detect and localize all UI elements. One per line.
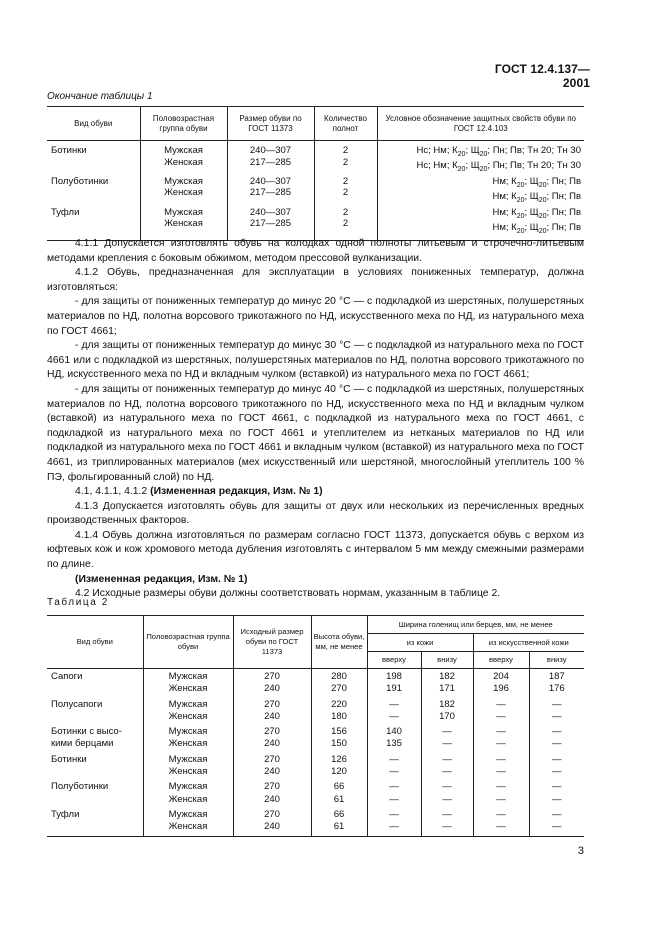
table1 [47, 106, 584, 241]
t2-header-group: Половозрастная группа обуви [143, 616, 233, 669]
shoe-type-line: Ботинки [51, 753, 87, 765]
shoe-type-line: Полуботинки [51, 175, 109, 187]
base-size [233, 778, 311, 806]
min-height-line: 220 [331, 698, 347, 710]
artificial-top-width-line: 196 [493, 683, 509, 695]
base-size-line: 240 [264, 710, 280, 722]
age-group-line: Женская [168, 821, 208, 833]
base-size [233, 723, 311, 751]
leather-top-width [367, 806, 421, 836]
shoe-type [47, 806, 143, 836]
age-group-line: Женская [164, 156, 203, 168]
age-group-line: Мужская [164, 175, 203, 187]
amendment-note-2: (Измененная редакция, Изм. № 1) [75, 573, 248, 585]
fullness-count-line: 2 [342, 145, 349, 156]
artificial-bottom-width-line: — [552, 738, 562, 750]
age-group-line: Женская [168, 766, 208, 778]
artificial-bottom-width [529, 723, 584, 751]
age-group-line: Женская [168, 710, 208, 722]
leather-bottom-width [421, 723, 473, 751]
base-size-line: 240 [264, 821, 280, 833]
t1-header-count: Количество полнот [314, 107, 377, 141]
shoe-type [47, 696, 143, 724]
age-group [140, 141, 227, 176]
min-height-line: 61 [333, 821, 345, 833]
artificial-bottom-width-line: — [552, 726, 562, 738]
leather-top-width-line: — [389, 781, 399, 793]
artificial-bottom-width [529, 751, 584, 779]
age-group [143, 723, 233, 751]
artificial-top-width-line: — [496, 793, 506, 805]
table-row [47, 751, 584, 779]
fullness-count [314, 141, 377, 176]
leather-top-width-line: 140 [386, 726, 402, 738]
leather-bottom-width-line: — [442, 738, 452, 750]
artificial-bottom-width-line: — [552, 808, 562, 820]
shoe-type-line: Сапоги [51, 671, 83, 682]
shoe-type-line: Полусапоги [51, 698, 103, 710]
artificial-top-width-line: — [496, 821, 506, 833]
size-range [227, 207, 314, 241]
fullness-count-line: 2 [342, 206, 349, 218]
min-height-line: 66 [333, 781, 345, 793]
table2-caption: Таблица 2 [47, 597, 109, 608]
min-height-line: 280 [331, 671, 347, 682]
artificial-top-width-line: — [496, 753, 506, 765]
base-size [233, 669, 311, 696]
age-group-line: Мужская [168, 726, 208, 738]
protection-codes [377, 207, 584, 241]
fullness-count [314, 176, 377, 207]
leather-bottom-width [421, 806, 473, 836]
age-group-line: Мужская [168, 698, 208, 710]
min-height-line: 61 [333, 793, 345, 805]
table-row [47, 778, 584, 806]
paragraph-minus-30: - для защиты от пониженных температур до минус 30 °С — с подкладкой из натурального меха по ГОСТ 4661 или с подкладкой из шерстяных, полушерстяных материалов по НД, полотна ворсового трикотажного по НД, искусственного меха по НД и вкладным чулком (вставкой) из натурального меха по ГОСТ 4661; [47, 340, 584, 381]
artificial-bottom-width-line: 176 [548, 683, 565, 695]
artificial-top-width-line: — [496, 766, 506, 778]
artificial-top-width [473, 751, 529, 779]
min-height-line: 150 [331, 738, 347, 750]
shoe-type [47, 669, 143, 696]
leather-bottom-width-line: — [442, 726, 452, 738]
base-size-line: 240 [264, 683, 280, 695]
leather-top-width-line: — [389, 698, 399, 710]
base-size-line: 240 [264, 793, 280, 805]
leather-top-width-line: 198 [386, 671, 402, 682]
protection-codes [377, 141, 584, 176]
protection-codes [377, 176, 584, 207]
leather-bottom-width-line: — [442, 808, 452, 820]
body-text [47, 237, 584, 602]
age-group [140, 176, 227, 207]
paragraph-minus-40: - для защиты от пониженных температур до минус 40 °С — с подкладкой из шерстяных, полушерстяных материалов по НД, полотна ворсового трикотажного по НД, искусственного меха по НД и вкладным чулком (вставкой) из натурального меха по ГОСТ 4661, с подкладкой из натурального меха по ГОСТ 4661, с подкладкой из натурального меха по ГОСТ 4661 и утеплителем из нетканых материалов по НД или подкладкой из натурального меха по ГОСТ 4661 и вкладным чулком (вставкой) из натурального меха по ГОСТ 4661, из триплированных материалов (мех искусственный или шерстяной, многослойный утеплитель 100 % ПЭ, фольгированный слой) по НД. [47, 383, 584, 483]
leather-bottom-width-line: — [442, 781, 452, 793]
t2-header-height: Высота обуви, мм, не менее [311, 616, 367, 669]
size-range-line: 240—307 [249, 175, 292, 187]
amendment-note-1-refs: 4.1, 4.1.1, 4.1.2 [75, 486, 148, 498]
t2-header-type: Вид обуви [47, 616, 143, 669]
leather-bottom-width-line: 171 [439, 683, 455, 695]
shoe-type-line: кими берцами [51, 738, 114, 750]
leather-top-width-line: 191 [386, 683, 402, 695]
leather-top-width [367, 669, 421, 696]
min-height-line: 156 [331, 726, 347, 738]
age-group [143, 751, 233, 779]
base-size [233, 696, 311, 724]
age-group-line: Мужская [168, 808, 208, 820]
leather-top-width-line: — [389, 793, 399, 805]
t2-header-artificial: из искусственной кожи [473, 634, 584, 652]
leather-bottom-width-line: 170 [439, 710, 455, 722]
t1-header-size: Размер обуви по ГОСТ 11373 [227, 107, 314, 141]
base-size-line: 240 [264, 766, 280, 778]
t2-header-leather-bottom: внизу [421, 652, 473, 669]
artificial-top-width-line: — [496, 738, 506, 750]
age-group [140, 207, 227, 241]
t2-header-width: Ширина голенищ или берцев, мм, не менее [367, 616, 584, 634]
base-size-line: 270 [264, 671, 280, 682]
fullness-count [314, 207, 377, 241]
leather-bottom-width [421, 696, 473, 724]
leather-bottom-width [421, 669, 473, 696]
leather-bottom-width-line: 182 [439, 698, 455, 710]
min-height-line: 66 [333, 808, 345, 820]
min-height-line: 126 [331, 753, 347, 765]
page-number: 3 [577, 845, 584, 857]
artificial-bottom-width-line: — [552, 781, 562, 793]
shoe-type [47, 141, 140, 176]
base-size-line: 270 [264, 781, 280, 793]
artificial-top-width [473, 778, 529, 806]
base-size [233, 806, 311, 836]
base-size-line: 270 [264, 726, 280, 738]
table-row [47, 806, 584, 836]
leather-bottom-width-line: — [442, 821, 452, 833]
size-range [227, 141, 314, 176]
paragraph-4-1-2: 4.1.2 Обувь, предназначенная для эксплуатации в условиях пониженных температур, должна изготовляться: [47, 267, 584, 293]
t2-header-size: Исходный размер обуви по ГОСТ 11373 [233, 616, 311, 669]
t2-header-art-top: вверху [473, 652, 529, 669]
t2-header-leather: из кожи [367, 634, 473, 652]
artificial-bottom-width [529, 696, 584, 724]
size-range-line: 240—307 [249, 206, 292, 218]
age-group-line: Мужская [164, 206, 203, 218]
protection-code-line: Нм; $К_{20}$; $Щ_{20}$; Пн; Пв [492, 175, 581, 189]
shoe-type [47, 207, 140, 241]
leather-bottom-width-line: 182 [439, 671, 455, 682]
size-range-line: 217—285 [249, 156, 292, 168]
artificial-top-width [473, 723, 529, 751]
t1-header-type: Вид обуви [47, 107, 140, 141]
artificial-top-width-line: — [496, 781, 506, 793]
artificial-top-width [473, 669, 529, 696]
leather-top-width [367, 723, 421, 751]
leather-top-width [367, 751, 421, 779]
age-group-line: Женская [164, 218, 203, 230]
min-height-line: 120 [331, 766, 347, 778]
artificial-bottom-width [529, 806, 584, 836]
leather-bottom-width [421, 751, 473, 779]
min-height [311, 751, 367, 779]
amendment-note-1 [47, 485, 584, 500]
paragraph-4-2: 4.2 Исходные размеры обуви должны соответствовать нормам, указанным в таблице 2. [75, 588, 501, 600]
document-code: ГОСТ 12.4.137—2001 [494, 62, 590, 90]
shoe-type [47, 778, 143, 806]
protection-code-line: Нс; Нм; $К_{20}$; $Щ_{20}$; Пн; Пв; Тн 20; Тн 30 [416, 145, 581, 158]
artificial-bottom-width [529, 669, 584, 696]
table1-caption: Окончание таблицы 1 [47, 91, 153, 102]
min-height [311, 723, 367, 751]
t1-header-group: Половозрастная группа обуви [140, 107, 227, 141]
shoe-type-line: Ботинки [51, 145, 87, 156]
age-group-line: Мужская [164, 145, 203, 156]
artificial-top-width-line: — [496, 726, 506, 738]
base-size-line: 270 [264, 698, 280, 710]
paragraph-4-1-4: 4.1.4 Обувь должна изготовляться по размерам согласно ГОСТ 11373, допускается обувь с верхом из юфтевых кож и кож хромового метода дубления изготовлять с интервалом 5 мм между смежными размерами по длине. [47, 529, 584, 571]
table-row [47, 696, 584, 724]
leather-top-width-line: — [389, 766, 399, 778]
shoe-type [47, 176, 140, 207]
fullness-count-line: 2 [342, 156, 349, 168]
leather-bottom-width [421, 778, 473, 806]
t2-header-leather-top: вверху [367, 652, 421, 669]
fullness-count-line: 2 [342, 218, 349, 230]
artificial-bottom-width-line: — [552, 710, 562, 722]
table-row [47, 723, 584, 751]
leather-bottom-width-line: — [442, 793, 452, 805]
age-group-line: Женская [168, 793, 208, 805]
paragraph-4-1-1: 4.1.1 Допускается изготовлять обувь на колодках одной полноты литьевым и строчечно-литьевым методами крепления с боковым обжимом, методом прессовой вулканизации. [47, 238, 584, 264]
artificial-bottom-width-line: — [552, 793, 562, 805]
min-height [311, 806, 367, 836]
artificial-bottom-width-line: 187 [548, 671, 565, 682]
table2 [47, 615, 584, 837]
artificial-top-width [473, 696, 529, 724]
min-height [311, 669, 367, 696]
leather-bottom-width-line: — [442, 766, 452, 778]
base-size-line: 240 [264, 738, 280, 750]
leather-top-width-line: 135 [386, 738, 402, 750]
leather-top-width [367, 696, 421, 724]
fullness-count-line: 2 [342, 187, 349, 199]
base-size-line: 270 [264, 808, 280, 820]
shoe-type-line: Полуботинки [51, 781, 109, 793]
fullness-count-line: 2 [342, 175, 349, 187]
artificial-bottom-width-line: — [552, 766, 562, 778]
protection-code-line: Нм; $К_{20}$; $Щ_{20}$; Пн; Пв [492, 221, 581, 235]
shoe-type [47, 723, 143, 751]
size-range-line: 217—285 [249, 187, 292, 199]
age-group [143, 806, 233, 836]
artificial-top-width-line: — [496, 698, 506, 710]
leather-bottom-width-line: — [442, 753, 452, 765]
size-range-line: 240—307 [249, 145, 292, 156]
artificial-top-width [473, 806, 529, 836]
leather-top-width-line: — [389, 753, 399, 765]
shoe-type-line: Туфли [51, 206, 80, 218]
artificial-top-width-line: — [496, 808, 506, 820]
protection-code-line: Нм; $К_{20}$; $Щ_{20}$; Пн; Пв [492, 206, 581, 220]
shoe-type [47, 751, 143, 779]
leather-top-width [367, 778, 421, 806]
table-row [47, 207, 584, 241]
min-height-line: 270 [331, 683, 347, 695]
artificial-top-width-line: — [496, 710, 506, 722]
size-range [227, 176, 314, 207]
size-range-line: 217—285 [249, 218, 292, 230]
age-group [143, 669, 233, 696]
artificial-bottom-width-line: — [552, 753, 562, 765]
artificial-top-width-line: 204 [493, 671, 509, 682]
min-height [311, 696, 367, 724]
amendment-note-1-text: (Измененная редакция, Изм. № 1) [150, 486, 323, 498]
t2-header-art-bottom: внизу [529, 652, 584, 669]
artificial-bottom-width-line: — [552, 698, 562, 710]
artificial-bottom-width-line: — [552, 821, 562, 833]
shoe-type-line: Туфли [51, 808, 80, 820]
table-row [47, 176, 584, 207]
age-group-line: Мужская [168, 781, 208, 793]
age-group-line: Мужская [168, 671, 208, 682]
min-height-line: 180 [331, 710, 347, 722]
base-size [233, 751, 311, 779]
table-row [47, 669, 584, 696]
leather-top-width-line: — [389, 710, 399, 722]
min-height [311, 778, 367, 806]
protection-code-line: Нс; Нм; $К_{20}$; $Щ_{20}$; Пн; Пв; Тн 20; Тн 30 [416, 160, 581, 174]
age-group-line: Женская [168, 738, 208, 750]
t1-header-codes: Условное обозначение защитных свойств обуви по ГОСТ 12.4.103 [377, 107, 584, 141]
protection-code-line: Нм; $К_{20}$; $Щ_{20}$; Пн; Пв [492, 191, 581, 205]
age-group-line: Женская [168, 683, 208, 695]
age-group [143, 778, 233, 806]
paragraph-minus-20: - для защиты от пониженных температур до минус 20 °С — с подкладкой из шерстяных, полушерстяных материалов по НД, полотна ворсового трикотажного по НД, искусственного меха по НД, из натурального меха по ГОСТ 4661; [47, 296, 584, 337]
leather-top-width-line: — [389, 808, 399, 820]
shoe-type-line: Ботинки с высо- [51, 726, 122, 738]
table-row [47, 141, 584, 176]
age-group [143, 696, 233, 724]
age-group-line: Женская [164, 187, 203, 199]
age-group-line: Мужская [168, 753, 208, 765]
paragraph-4-1-3: 4.1.3 Допускается изготовлять обувь для защиты от двух или нескольких из перечисленных вредных производственных факторов. [47, 500, 584, 527]
base-size-line: 270 [264, 753, 280, 765]
leather-top-width-line: — [389, 821, 399, 833]
artificial-bottom-width [529, 778, 584, 806]
